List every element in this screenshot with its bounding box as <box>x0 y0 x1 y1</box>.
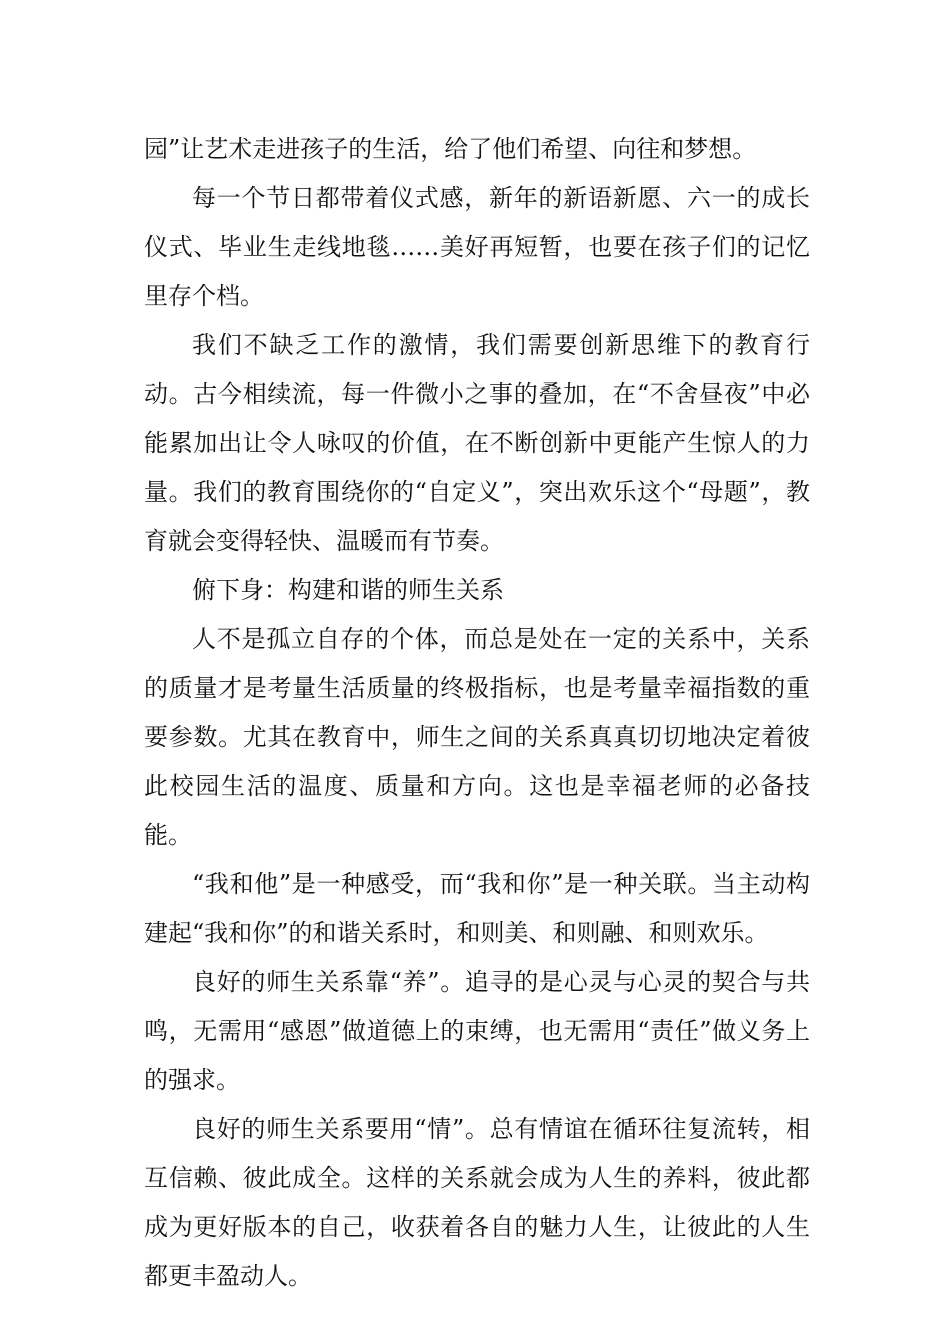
paragraph-festivals: 每一个节日都带着仪式感，新年的新语新愿、六一的成长仪式、毕业生走线地毯……美好再短暂，也要在孩子们的记忆里存个档。 <box>144 184 810 310</box>
paragraph-i-and-you: “我和他”是一种感受，而“我和你”是一种关联。当主动构建起“我和你”的和谐关系时，和则美、和则融、和则欢乐。 <box>144 870 810 947</box>
paragraph-innovation: 我们不缺乏工作的激情，我们需要创新思维下的教育行动。古今相续流，每一件微小之事的叠加，在“不舍昼夜”中必能累加出让令人咏叹的价值，在不断创新中更能产生惊人的力量。我们的教育围绕你的“自定义”，突出欢乐这个“母题”，教育就会变得轻快、温暖而有节奏。 <box>144 331 810 555</box>
body-text <box>144 125 810 1301</box>
paragraph-relationships: 人不是孤立自存的个体，而总是处在一定的关系中，关系的质量才是考量生活质量的终极指标，也是考量幸福指数的重要参数。尤其在教育中，师生之间的关系真真切切地决定着彼此校园生活的温度、质量和方向。这也是幸福老师的必备技能。 <box>144 625 810 849</box>
paragraph-continued: 园”让艺术走进孩子的生活，给了他们希望、向往和梦想。 <box>144 135 757 163</box>
paragraph-emotion: 良好的师生关系要用“情”。总有情谊在循环往复流转，相互信赖、彼此成全。这样的关系就会成为人生的养料，彼此都成为更好版本的自己，收获着各自的魅力人生，让彼此的人生都更丰盈动人。 <box>144 1115 810 1290</box>
paragraph-nurture: 良好的师生关系靠“养”。追寻的是心灵与心灵的契合与共鸣，无需用“感恩”做道德上的束缚，也无需用“责任”做义务上的强求。 <box>144 968 810 1094</box>
section-heading: 俯下身：构建和谐的师生关系 <box>192 576 504 604</box>
